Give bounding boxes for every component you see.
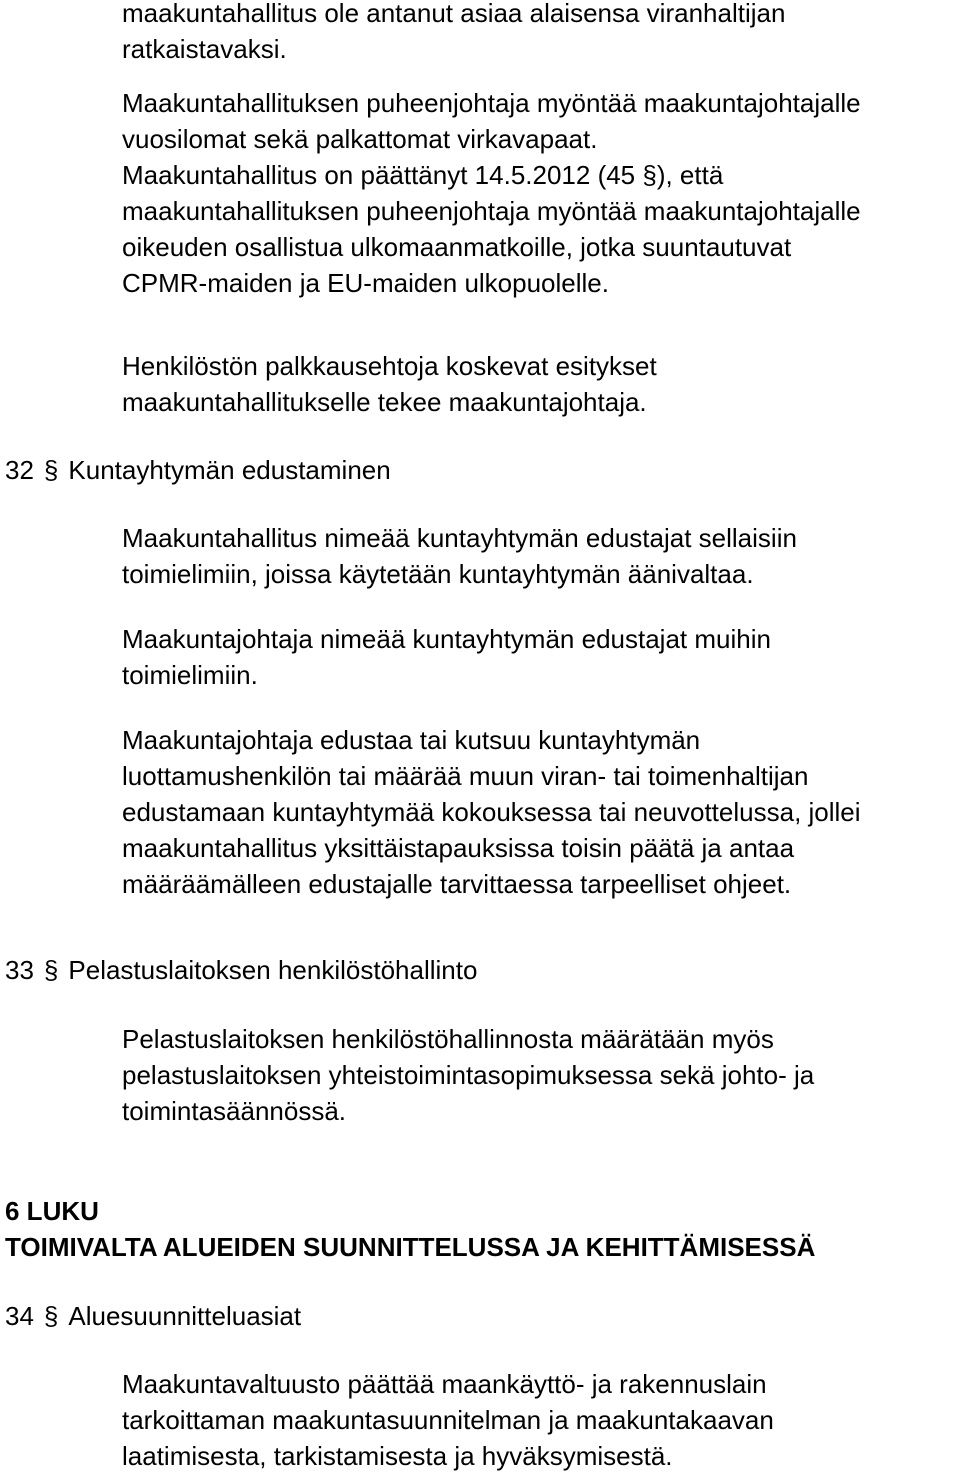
section-title: Pelastuslaitoksen henkilöstöhallinto <box>68 955 478 985</box>
text-line: CPMR-maiden ja EU-maiden ulkopuolelle. <box>122 268 609 298</box>
text-line: Maakuntahallitus nimeää kuntayhtymän edustajat sellaisiin <box>122 523 797 553</box>
paragraph-other-bodies <box>122 621 771 693</box>
paragraph-representatives <box>122 520 797 592</box>
text-line: määräämälleen edustajalle tarvittaessa tarpeelliset ohjeet. <box>122 869 792 899</box>
text-line: Maakuntahallitus on päättänyt 14.5.2012 (45 §), että <box>122 160 724 190</box>
text-line: vuosilomat sekä palkattomat virkavapaat. <box>122 124 598 154</box>
text-line: luottamushenkilön tai määrää muun viran- tai toimenhaltijan <box>122 761 809 791</box>
paragraph-representation <box>122 722 861 902</box>
section-number: 34 <box>5 1301 34 1331</box>
text-line: Maakuntajohtaja edustaa tai kutsuu kuntayhtymän <box>122 725 701 755</box>
text-line: toimintasäännössä. <box>122 1096 347 1126</box>
text-line: maakuntahallitukselle tekee maakuntajohtaja. <box>122 387 647 417</box>
text-line: Maakuntahallituksen puheenjohtaja myöntää maakuntajohtajalle <box>122 88 861 118</box>
section-heading-34 <box>5 1298 301 1334</box>
paragraph-regional-planning <box>122 1366 774 1474</box>
chapter-heading <box>5 1193 815 1265</box>
section-number: 33 <box>5 955 34 985</box>
text-line: maakuntahallituksen puheenjohtaja myöntää maakuntajohtajalle <box>122 196 861 226</box>
text-line: Henkilöstön palkkausehtoja koskevat esitykset <box>122 351 657 381</box>
paragraph-salary-proposals <box>122 348 657 420</box>
paragraph-delegation <box>122 0 785 67</box>
section-heading-32 <box>5 452 391 488</box>
text-line: toimielimiin. <box>122 660 258 690</box>
text-line: Maakuntajohtaja nimeää kuntayhtymän edustajat muihin <box>122 624 771 654</box>
text-line: maakuntahallitus yksittäistapauksissa toisin päätä ja antaa <box>122 833 795 863</box>
section-mark: § <box>43 955 59 985</box>
text-line: maakuntahallitus ole antanut asiaa alaisensa viranhaltijan <box>122 0 786 28</box>
text-line: Pelastuslaitoksen henkilöstöhallinnosta määrätään myös <box>122 1024 774 1054</box>
paragraph-rescue-hr <box>122 1021 814 1129</box>
text-line: pelastuslaitoksen yhteistoimintasopimuksessa sekä johto- ja <box>122 1060 815 1090</box>
text-line: toimielimiin, joissa käytetään kuntayhtymän äänivaltaa. <box>122 559 754 589</box>
text-line: edustamaan kuntayhtymää kokouksessa tai neuvottelussa, jollei <box>122 797 861 827</box>
section-mark: § <box>43 1301 59 1331</box>
text-line: tarkoittaman maakuntasuunnitelman ja maakuntakaavan <box>122 1405 774 1435</box>
text-line: Maakuntavaltuusto päättää maankäyttö- ja rakennuslain <box>122 1369 767 1399</box>
section-title: Aluesuunnitteluasiat <box>68 1301 302 1331</box>
text-line: oikeuden osallistua ulkomaanmatkoille, jotka suuntautuvat <box>122 232 792 262</box>
text-line: ratkaistavaksi. <box>122 34 287 64</box>
section-title: Kuntayhtymän edustaminen <box>68 455 391 485</box>
section-number: 32 <box>5 455 34 485</box>
paragraph-vacations <box>122 85 861 157</box>
section-heading-33 <box>5 952 477 988</box>
text-line: laatimisesta, tarkistamisesta ja hyväksymisestä. <box>122 1441 673 1471</box>
paragraph-travel-decision <box>122 157 861 301</box>
section-mark: § <box>43 455 59 485</box>
chapter-number: 6 LUKU <box>5 1196 99 1226</box>
chapter-title: TOIMIVALTA ALUEIDEN SUUNNITTELUSSA JA KEHITTÄMISESSÄ <box>5 1232 816 1262</box>
